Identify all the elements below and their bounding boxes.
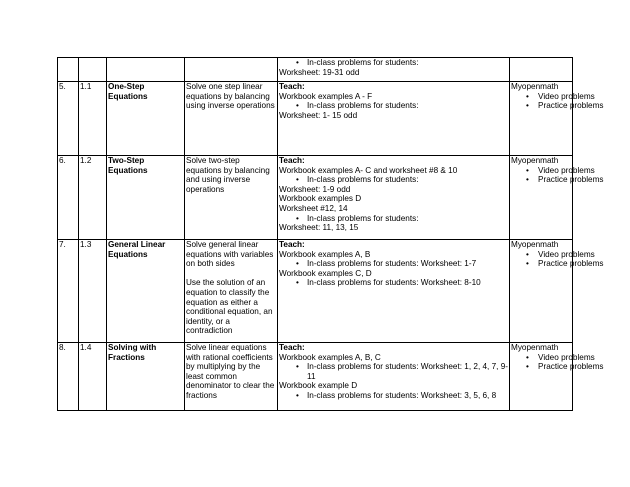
- section-number: 1.4: [80, 343, 92, 352]
- resource-item: • Video problems: [511, 250, 571, 260]
- section-number: 1.1: [80, 82, 92, 91]
- lesson-number: 6.: [59, 156, 66, 165]
- objective-text: Solve two-step equations by balancing and using inverse operations: [186, 156, 270, 194]
- topic-title-cell: [107, 343, 185, 411]
- teach-heading: Teach:: [279, 156, 305, 165]
- plan-line: Worksheet: 1- 15 odd: [279, 110, 358, 120]
- plan-line: Workbook examples A, B: [279, 249, 371, 259]
- objective-text: Solve general linear equations with variables on both sides: [186, 240, 274, 269]
- topic-title-cell: [107, 58, 185, 82]
- lesson-number-cell: [58, 343, 79, 411]
- plan-line: Worksheet: 19-31 odd: [279, 67, 360, 77]
- plan-line: Workbook example D: [279, 381, 358, 391]
- plan-bullet: • In-class problems for students:: [279, 214, 508, 224]
- plan-line: Workbook examples A - F: [279, 91, 373, 101]
- resource-item: • Video problems: [511, 353, 571, 363]
- objective-cell: [185, 343, 278, 411]
- objective-cell: [185, 156, 278, 240]
- teach-heading: Teach:: [279, 343, 305, 352]
- resources-cell: [510, 343, 604, 411]
- plan-bullet: • In-class problems for students: Worksheet: 8-10: [279, 278, 508, 288]
- teaching-plan-cell: [278, 82, 510, 156]
- resource-item: • Video problems: [511, 166, 571, 176]
- topic-title: Solving with Fractions: [108, 343, 157, 362]
- paragraph-gap: [186, 269, 276, 279]
- topic-title: One-Step Equations: [108, 82, 148, 101]
- section-number: 1.3: [80, 240, 92, 249]
- lesson-number-cell: [58, 58, 79, 82]
- teaching-plan-cell: [278, 343, 510, 411]
- lesson-plan-table: [57, 57, 604, 411]
- section-number: 1.2: [80, 156, 92, 165]
- plan-bullet: • In-class problems for students:: [279, 175, 508, 185]
- plan-line: Worksheet: 1-9 odd: [279, 184, 351, 194]
- resource-title: Myopenmath: [511, 82, 559, 91]
- objective-cell: [185, 240, 278, 343]
- teach-heading: Teach:: [279, 240, 305, 249]
- plan-bullet: • In-class problems for students: Worksheet: 1-7: [279, 259, 508, 269]
- lesson-number-cell: [58, 240, 79, 343]
- plan-bullet: • In-class problems for students:: [279, 58, 508, 68]
- resource-item: • Practice problems: [511, 362, 571, 372]
- objective-text: Solve one step linear equations by balancing using inverse operations: [186, 82, 275, 111]
- lesson-row: [58, 240, 573, 343]
- resources-cell: [510, 82, 604, 156]
- objective-text: Use the solution of an equation to classify the equation as either a conditional equation, an identity, or a contradiction: [186, 278, 273, 336]
- lesson-number-cell: [58, 82, 79, 156]
- lesson-row: [58, 156, 573, 240]
- resource-title: Myopenmath: [511, 240, 559, 249]
- plan-bullet: • In-class problems for students: Worksheet: 3, 5, 6, 8: [279, 391, 508, 401]
- resource-item: • Practice problems: [511, 259, 571, 269]
- lesson-number-cell: [58, 156, 79, 240]
- teaching-plan-cell: [278, 58, 510, 82]
- objective-cell: [185, 82, 278, 156]
- section-cell: [79, 82, 107, 156]
- topic-title-cell: [107, 156, 185, 240]
- section-cell: [79, 240, 107, 343]
- lesson-number: 5.: [59, 82, 66, 91]
- resource-title: Myopenmath: [511, 343, 559, 352]
- lesson-row: [58, 58, 573, 82]
- plan-line: Workbook examples C, D: [279, 268, 372, 278]
- resources-cell: [510, 58, 573, 82]
- resources-cell: [510, 156, 604, 240]
- topic-title-cell: [107, 82, 185, 156]
- lesson-row: [58, 82, 573, 156]
- plan-line: Worksheet #12, 14: [279, 203, 348, 213]
- topic-title: General Linear Equations: [108, 240, 166, 259]
- plan-line: Workbook examples D: [279, 194, 362, 204]
- resource-item: • Practice problems: [511, 175, 571, 185]
- topic-title: Two-Step Equations: [108, 156, 148, 175]
- section-cell: [79, 58, 107, 82]
- objective-cell: [185, 58, 278, 82]
- plan-bullet: • In-class problems for students:: [279, 101, 508, 111]
- plan-line: Workbook examples A- C and worksheet #8 & 10: [279, 165, 458, 175]
- resource-item: • Practice problems: [511, 101, 571, 111]
- lesson-row: [58, 343, 573, 411]
- objective-text: Solve linear equations with rational coefficients by multiplying by the least common denominator to clear the fractions: [186, 343, 275, 400]
- lesson-number: 8.: [59, 343, 66, 352]
- resource-item: • Video problems: [511, 92, 571, 102]
- plan-line: Workbook examples A, B, C: [279, 352, 381, 362]
- plan-line: Worksheet: 11, 13, 15: [279, 223, 359, 233]
- teaching-plan-cell: [278, 156, 510, 240]
- topic-title-cell: [107, 240, 185, 343]
- lesson-number: 7.: [59, 240, 66, 249]
- section-cell: [79, 343, 107, 411]
- plan-bullet: • In-class problems for students: Worksheet: 1, 2, 4, 7, 9-11: [279, 362, 508, 381]
- teach-heading: Teach:: [279, 82, 305, 91]
- section-cell: [79, 156, 107, 240]
- resources-cell: [510, 240, 604, 343]
- lesson-plan-body: [58, 58, 604, 411]
- resource-title: Myopenmath: [511, 156, 559, 165]
- teaching-plan-cell: [278, 240, 510, 343]
